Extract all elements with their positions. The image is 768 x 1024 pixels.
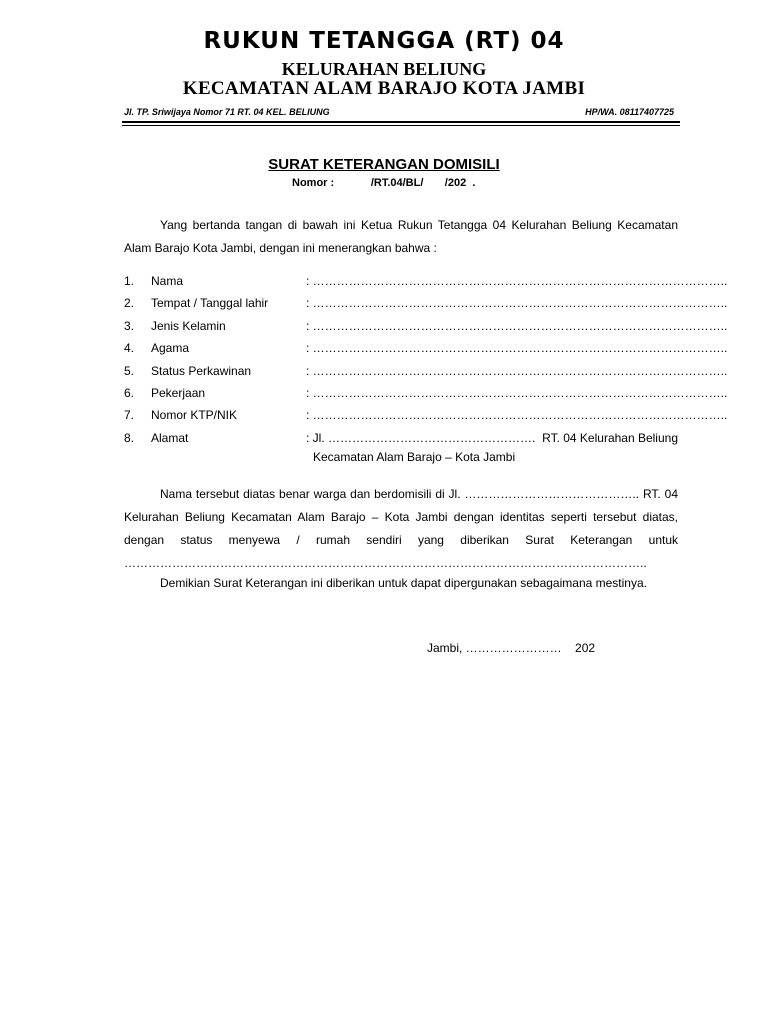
- field-value: : …………………………………………………………………………………………..: [306, 274, 728, 288]
- field-label: Nomor KTP/NIK: [151, 408, 238, 423]
- letterhead-phone: HP/WA. 08117407725: [585, 107, 674, 117]
- field-label: Alamat: [151, 430, 189, 445]
- body-text: Nama tersebut diatas benar warga dan berdomisili di Jl. …………………………………….. RT. 04 Kelurahan Beliung Kecamatan Alam Barajo – Kota Jambi dengan identitas seperti tersebut diatas, dengan status menyewa / rumah sendiri yang diberikan Surat Keterangan untuk …………………………………………………………………………………………………………………..: [124, 487, 678, 570]
- field-row-tempat-tanggal-lahir: [124, 292, 728, 314]
- intro-text: Yang bertanda tangan di bawah ini Ketua Rukun Tetangga 04 Kelurahan Beliung Kecamatan Alam Barajo Kota Jambi, dengan ini menerangkan bahwa :: [124, 218, 678, 255]
- closing-text: Demikian Surat Keterangan ini diberikan untuk dapat dipergunakan sebagaimana mestinya.: [160, 576, 647, 590]
- field-row-status-perkawinan: [124, 360, 728, 382]
- field-value: : …………………………………………………………………………………………..: [306, 296, 728, 311]
- field-number: 6.: [124, 385, 135, 400]
- field-number: 8.: [124, 430, 135, 445]
- field-row-agama: [124, 337, 728, 359]
- letterhead-kelurahan: KELURAHAN BELIUNG: [281, 59, 487, 79]
- closing-paragraph: [124, 572, 678, 595]
- field-row-alamat: [124, 427, 680, 449]
- field-label: Jenis Kelamin: [151, 318, 226, 333]
- field-value-rt: RT. 04 Kelurahan Beliung: [542, 430, 678, 445]
- field-row-nama: [124, 270, 728, 292]
- field-value: : …………………………………………………………………………………………..: [306, 318, 728, 333]
- field-number: 2.: [124, 296, 135, 311]
- field-value: : …………………………………………………………………………………………..: [306, 408, 728, 423]
- body-paragraph: [124, 483, 678, 575]
- field-label: Pekerjaan: [151, 385, 206, 400]
- letterhead-address: Jl. TP. Sriwijaya Nomor 71 RT. 04 KEL. BELIUNG: [124, 107, 330, 117]
- field-value: : …………………………………………………………………………………………..: [306, 385, 728, 400]
- document-number: Nomor : /RT.04/BL/ /202 .: [292, 177, 476, 189]
- field-label: Nama: [151, 274, 184, 288]
- identity-fields: [124, 270, 728, 449]
- field-label: Tempat / Tanggal lahir: [151, 296, 269, 311]
- field-number: 5.: [124, 363, 135, 378]
- field-number: 4.: [124, 341, 135, 356]
- field-label: Agama: [151, 341, 190, 356]
- letterhead-kecamatan: KECAMATAN ALAM BARAJO KOTA JAMBI: [182, 78, 586, 99]
- sign-place-date: Jambi, …………………… 202: [427, 641, 596, 655]
- field-value: : Jl. …………………………………………….: [306, 430, 536, 445]
- letterhead-divider-thick: [122, 121, 680, 123]
- field-label: Status Perkawinan: [151, 363, 252, 378]
- field-row-jenis-kelamin: [124, 315, 728, 337]
- field-number: 1.: [124, 274, 135, 288]
- field-row-nomor-ktp-nik: [124, 404, 728, 426]
- field-value: : …………………………………………………………………………………………..: [306, 363, 728, 378]
- document-title: SURAT KETERANGAN DOMISILI: [268, 156, 500, 173]
- letterhead-divider-thin: [122, 125, 680, 126]
- field-row-pekerjaan: [124, 382, 728, 404]
- intro-paragraph: [124, 214, 678, 260]
- field-number: 7.: [124, 408, 135, 423]
- field-value: : …………………………………………………………………………………………..: [306, 341, 728, 356]
- field-number: 3.: [124, 318, 135, 333]
- letterhead-title: RUKUN TETANGGA (RT) 04: [203, 28, 565, 54]
- address-continuation: Kecamatan Alam Barajo – Kota Jambi: [313, 450, 516, 464]
